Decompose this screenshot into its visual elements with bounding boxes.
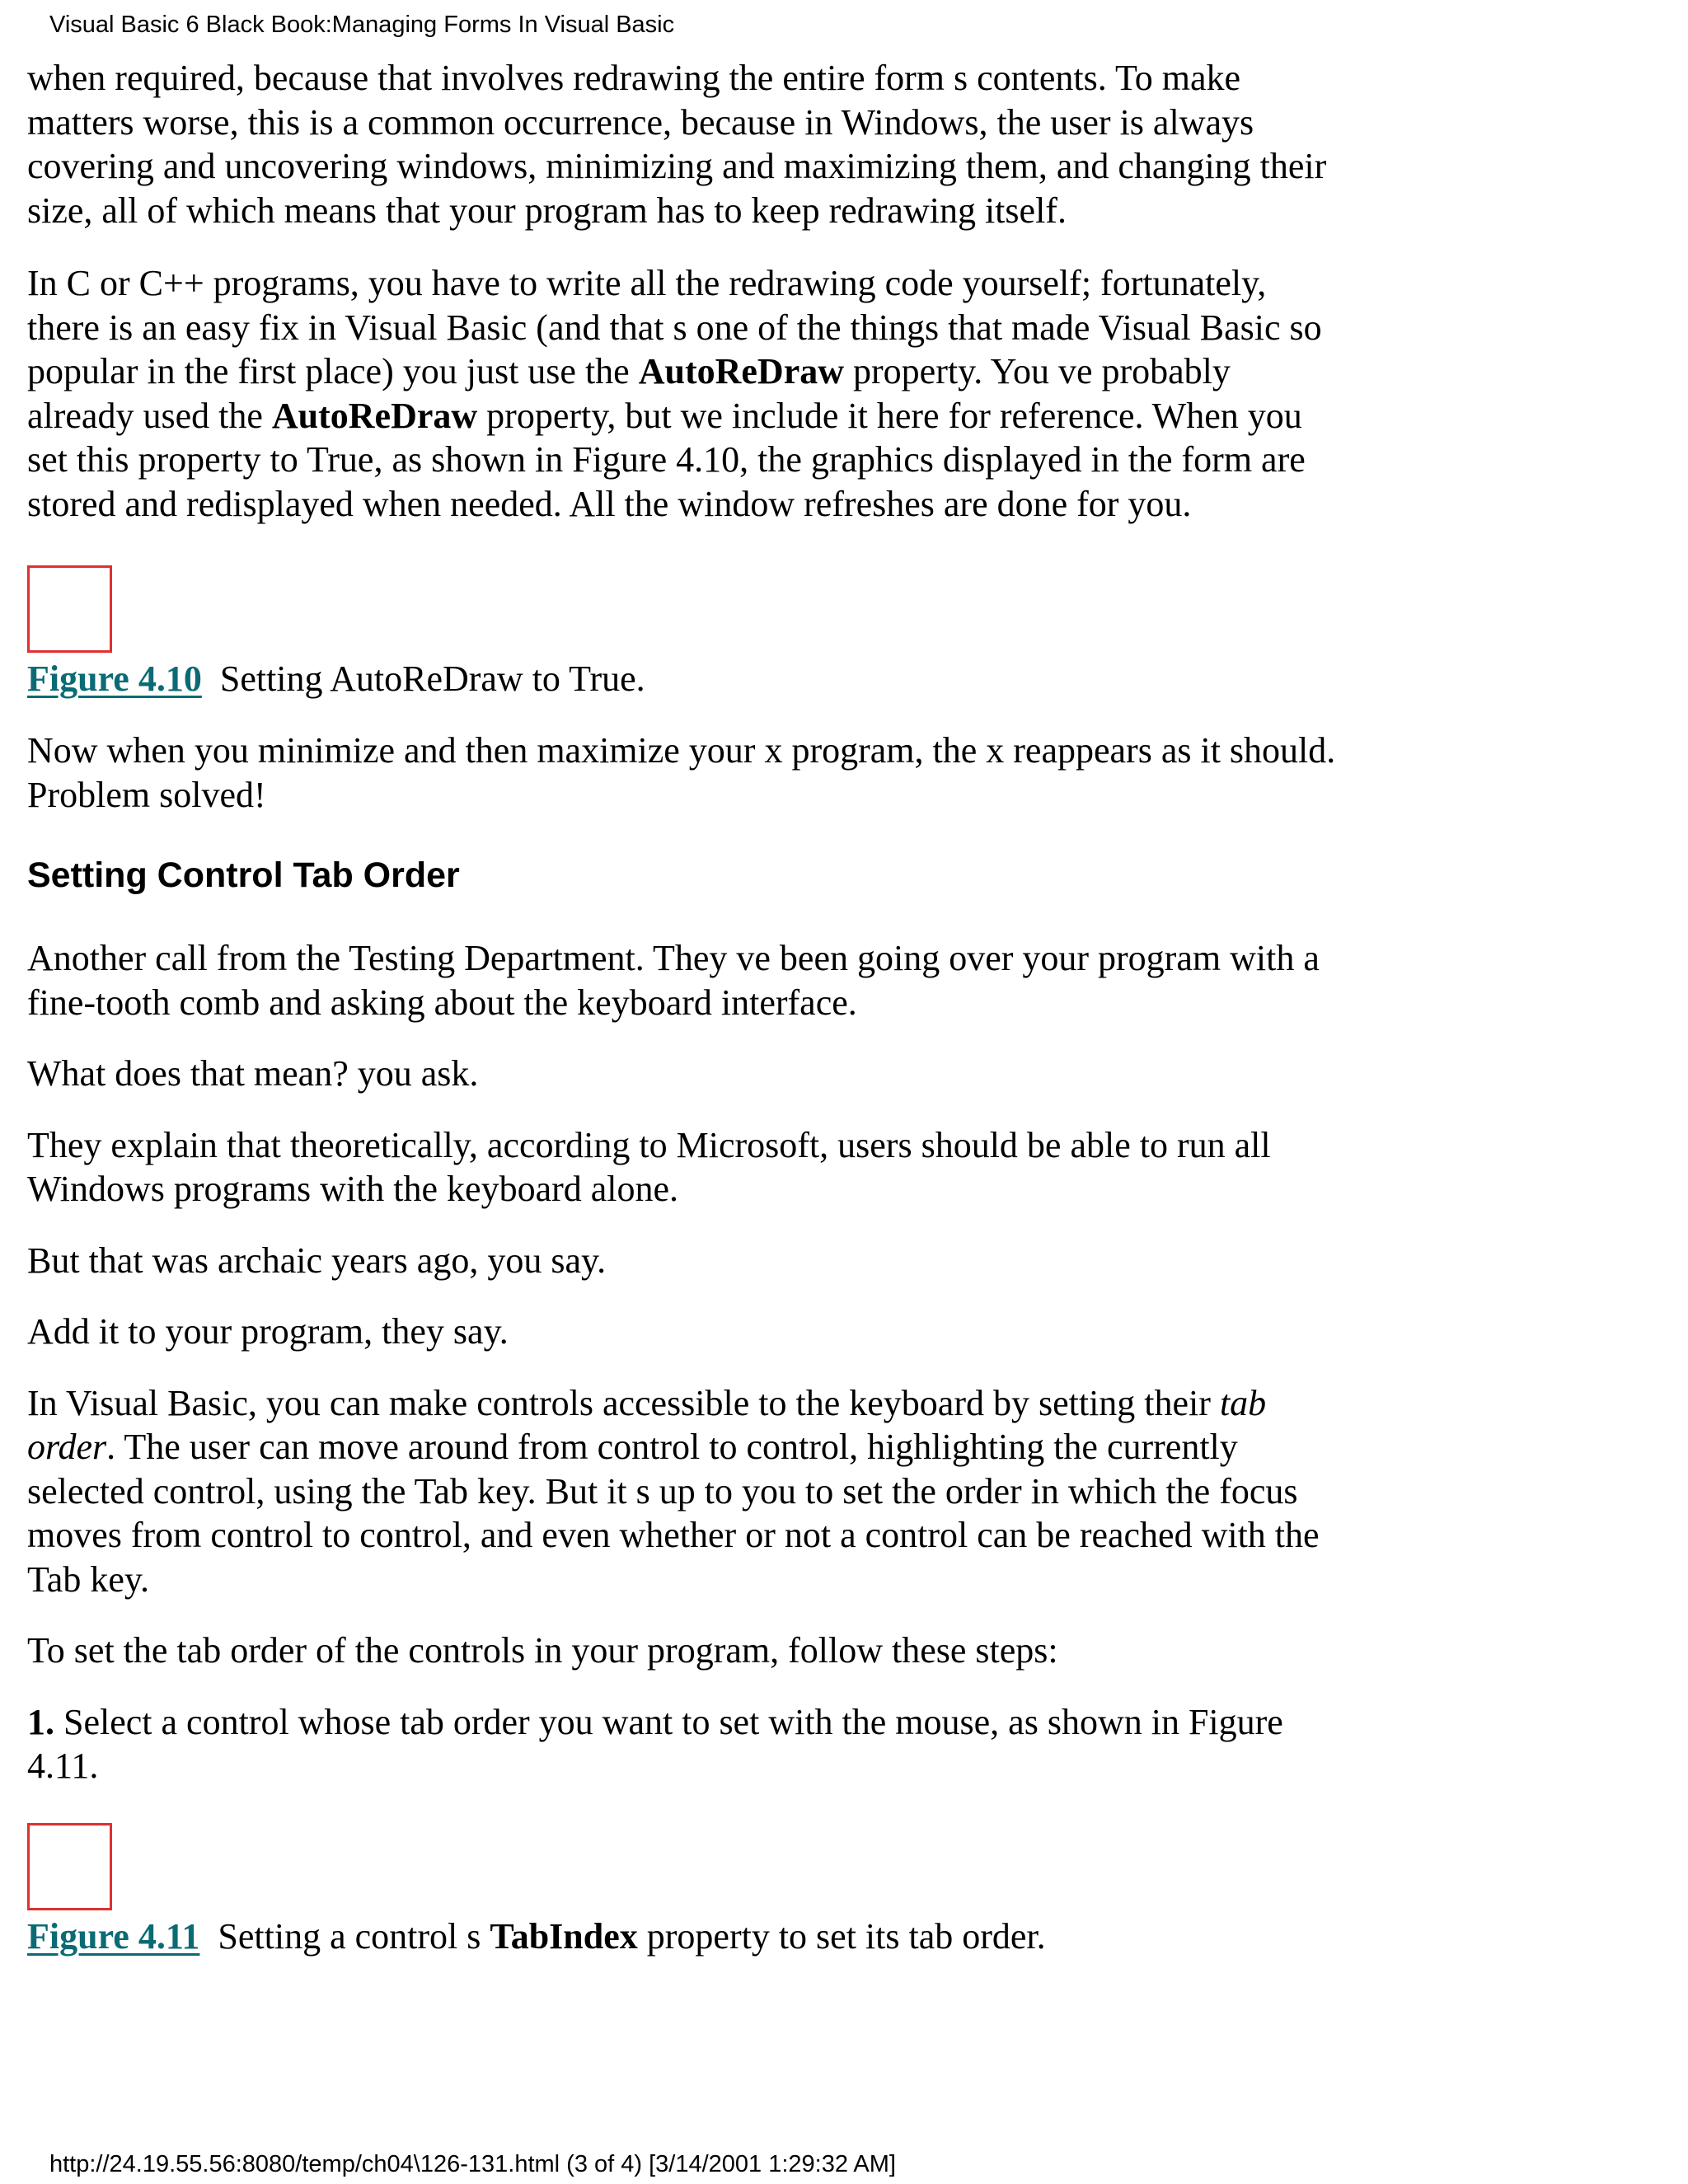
paragraph-text: . The user can move around from control to control, highlighting the currently selected control, using the Tab key. But it s up to you to set the order in which the focus moves from control to control, and even whether or not a control can be reached with the Tab key. [27,1427,1320,1600]
italic-term: tab order [27,1382,1267,1467]
paragraph: Now when you minimize and then maximize your x program, the x reappears as it should. Problem solved! [27,730,1336,815]
paragraph: when required, because that involves redrawing the entire form s contents. To make matters worse, this is a common occurrence, because in Windows, the user is always covering and uncovering windows, minimizing and maximizing them, and changing their size, all of which means that your program has to keep redrawing itself. [27,58,1327,231]
document-body [27,56,1346,1958]
bold-term: AutoReDraw [638,351,845,391]
page-header: Visual Basic 6 Black Book:Managing Forms In Visual Basic [49,12,675,38]
paragraph-text: In Visual Basic, you can make controls accessible to the keyboard by setting their [27,1382,1220,1423]
paragraph: Add it to your program, they say. [27,1311,509,1352]
paragraph-text: property. You ve probably already used the [27,351,1231,436]
paragraph: They explain that theoretically, according to Microsoft, users should be able to run all Windows programs with the keyboard alone. [27,1124,1271,1209]
paragraph: What does that mean? you ask. [27,1053,479,1094]
figure-link[interactable]: Figure 4.11 [27,1915,200,1957]
step-text: Select a control whose tab order you want to set with the mouse, as shown in Figure 4.11. [27,1701,1283,1786]
paragraph: But that was archaic years ago, you say. [27,1240,607,1281]
broken-image-placeholder [27,565,112,653]
caption-text: property to set its tab order. [637,1915,1046,1957]
bold-term: AutoReDraw [271,395,478,436]
paragraph [27,1381,1346,1602]
step-number: 1. [27,1701,54,1742]
figure-link[interactable]: Figure 4.10 [27,658,202,699]
paragraph-text: property, but we include it here for reference. When you set this property to True, as shown in Figure 4.10, the graphics displayed in the form are stored and redisplayed when needed. All the window refreshes are done for you. [27,395,1306,524]
broken-image-placeholder [27,1823,112,1910]
caption-text: Setting a control s [218,1915,490,1957]
figure-4-11 [27,1823,1346,1958]
paragraph: To set the tab order of the controls in your program, follow these steps: [27,1630,1058,1671]
paragraph: Another call from the Testing Department. They ve been going over your program with a fine-tooth comb and asking about the keyboard interface. [27,938,1320,1023]
figure-caption [27,657,1346,701]
page-footer: http://24.19.55.56:8080/temp/ch04\126-131.html (3 of 4) [3/14/2001 1:29:32 AM] [49,2151,896,2177]
paragraph-text: In C or C++ programs, you have to write all the redrawing code yourself; fortunately, there is an easy fix in Visual Basic (and that s one of the things that made Visual Basic so popular in the first place) you just use the [27,263,1322,391]
caption-text: Setting AutoReDraw to True. [219,658,645,699]
section-heading: Setting Control Tab Order [27,855,460,895]
paragraph [27,261,1346,526]
bold-term: TabIndex [490,1915,638,1957]
step-item [27,1700,1346,1788]
figure-caption [27,1915,1346,1958]
figure-4-10 [27,565,1346,701]
